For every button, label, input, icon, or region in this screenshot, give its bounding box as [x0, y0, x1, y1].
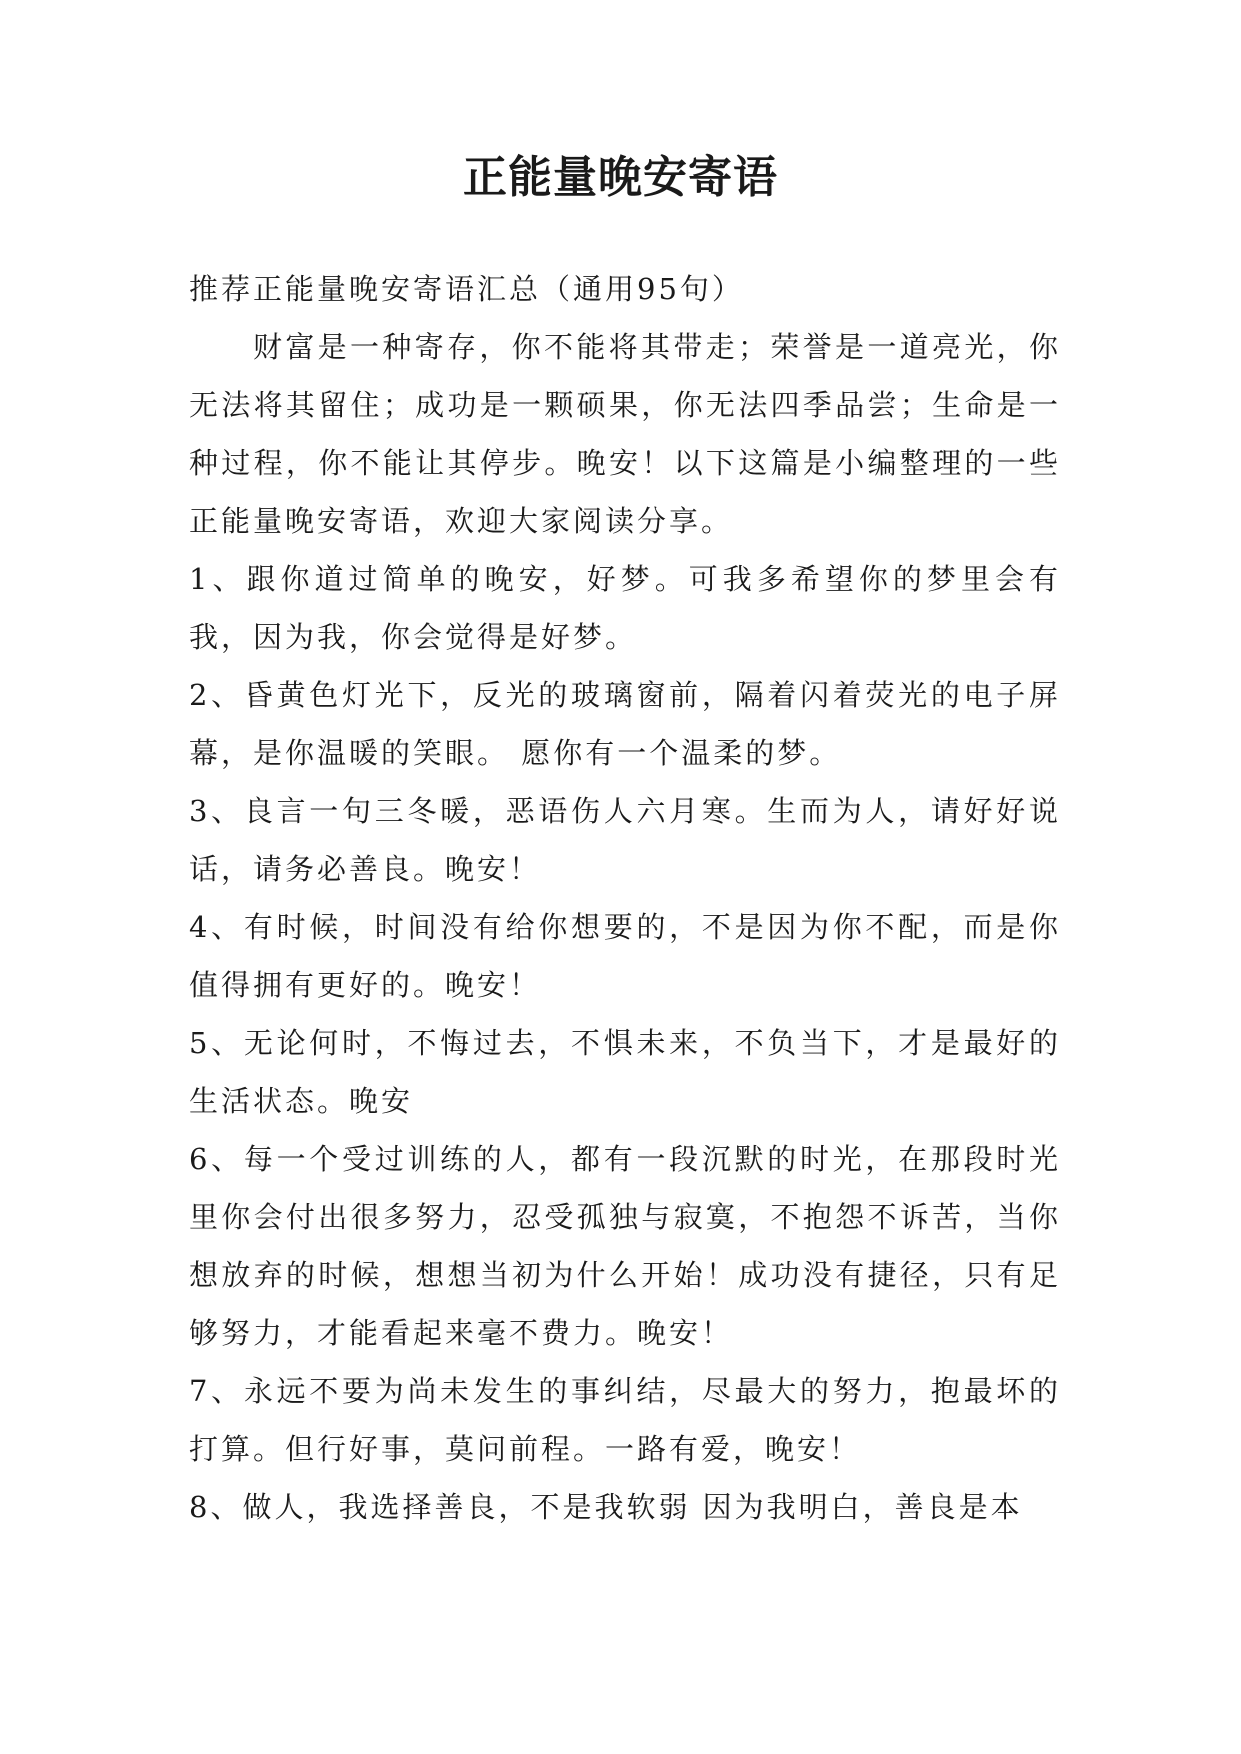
document-subtitle: 推荐正能量晚安寄语汇总（通用95句）: [189, 272, 744, 306]
list-item: 7、永远不要为尚未发生的事纠结，尽最大的努力，抱最坏的打算。但行好事，莫问前程。一路有爱，晚安！: [189, 1374, 1061, 1466]
list-item: 8、做人，我选择善良，不是我软弱 因为我明白，善良是本: [189, 1490, 1023, 1524]
document-title: 正能量晚安寄语: [463, 152, 778, 203]
list-item: 3、良言一句三冬暖，恶语伤人六月寒。生而为人，请好好说话，请务必善良。晚安！: [189, 794, 1061, 886]
list-item: 1、跟你道过简单的晚安，好梦。可我多希望你的梦里会有我，因为我，你会觉得是好梦。: [189, 562, 1061, 654]
list-item: 4、有时候，时间没有给你想要的，不是因为你不配，而是你值得拥有更好的。晚安！: [189, 910, 1061, 1002]
document-body: [189, 260, 1061, 1536]
list-item: 2、昏黄色灯光下，反光的玻璃窗前，隔着闪着荧光的电子屏幕，是你温暖的笑眼。 愿你有一个温柔的梦。: [189, 678, 1061, 770]
intro-paragraph: 财富是一种寄存，你不能将其带走；荣誉是一道亮光，你无法将其留住；成功是一颗硕果，你无法四季品尝；生命是一种过程，你不能让其停步。晚安！以下这篇是小编整理的一些正能量晚安寄语，欢迎大家阅读分享。: [189, 330, 1061, 538]
list-item: 6、每一个受过训练的人，都有一段沉默的时光，在那段时光里你会付出很多努力，忍受孤独与寂寞，不抱怨不诉苦，当你想放弃的时候，想想当初为什么开始！成功没有捷径，只有足够努力，才能看起来毫不费力。晚安！: [189, 1142, 1061, 1350]
list-item: 5、无论何时，不悔过去，不惧未来，不负当下，才是最好的生活状态。晚安: [189, 1026, 1061, 1118]
